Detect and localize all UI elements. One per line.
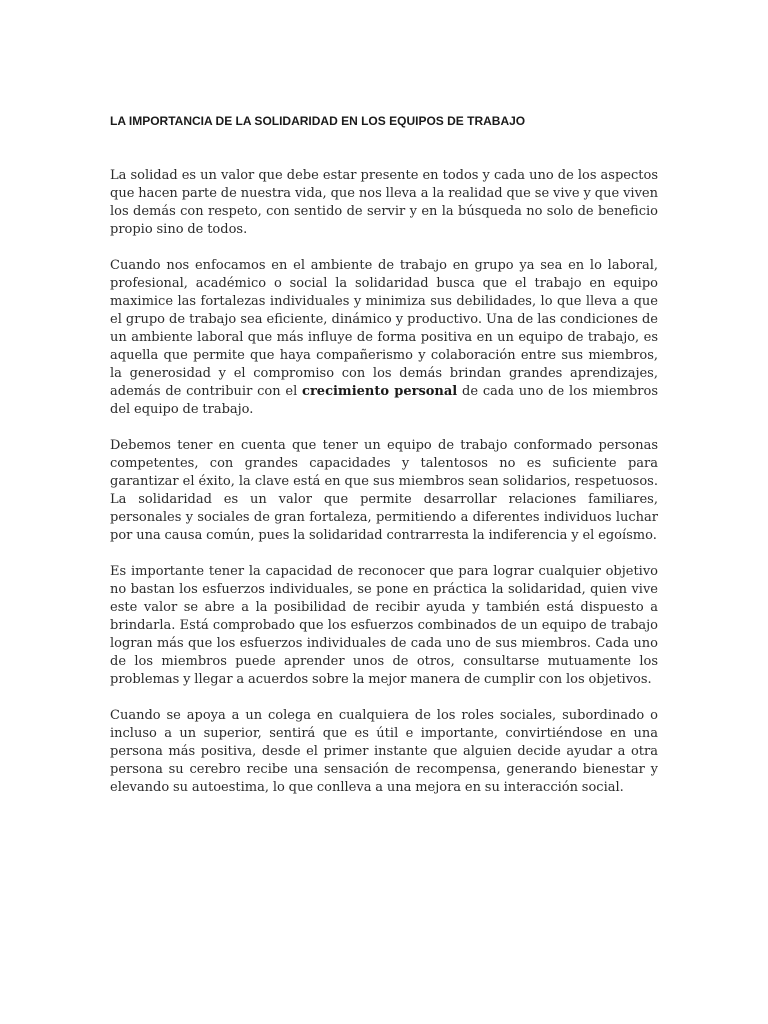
document-body xyxy=(110,167,658,815)
paragraph-2-text-after: de cada uno de los miembros del equipo de trabajo. xyxy=(110,384,658,417)
paragraph-1: La solidad es un valor que debe estar presente en todos y cada uno de los aspectos que hacen parte de nuestra vida, que nos lleva a la realidad que se vive y que viven los demás con respeto, con sentido de servir y en la búsqueda no solo de beneficio propio sino de todos. xyxy=(110,168,658,237)
paragraph-2 xyxy=(110,257,658,419)
paragraph-2-text-before: Cuando nos enfocamos en el ambiente de trabajo en grupo ya sea en lo laboral, profesional, académico o social la solidaridad busca que el trabajo en equipo maximice las fortalezas individuales y minimiza sus debilidades, lo que lleva a que el grupo de trabajo sea eficiente, dinámico y productivo. Una de las condiciones de un ambiente laboral que más influye de forma positiva en un equipo de trabajo, es aquella que permite que haya compañerismo y colaboración entre sus miembros, la generosidad y el compromiso con los demás brindan grandes aprendizajes, además de contribuir con el xyxy=(110,258,658,399)
bold-phrase-crecimiento-personal: crecimiento personal xyxy=(302,384,458,399)
paragraph-4: Es importante tener la capacidad de reconocer que para lograr cualquier objetivo no bastan los esfuerzos individuales, se pone en práctica la solidaridad, quien vive este valor se abre a la posibilidad de recibir ayuda y también está dispuesto a brindarla. Está comprobado que los esfuerzos combinados de un equipo de trabajo logran más que los esfuerzos individuales de cada uno de sus miembros. Cada uno de los miembros puede aprender unos de otros, consultarse mutuamente los problemas y llegar a acuerdos sobre la mejor manera de cumplir con los objetivos. xyxy=(110,564,658,687)
document-title: LA IMPORTANCIA DE LA SOLIDARIDAD EN LOS EQUIPOS DE TRABAJO xyxy=(110,114,526,128)
paragraph-5: Cuando se apoya a un colega en cualquiera de los roles sociales, subordinado o incluso a un superior, sentirá que es útil e importante, convirtiéndose en una persona más positiva, desde el primer instante que alguien decide ayudar a otra persona su cerebro recibe una sensación de recompensa, generando bienestar y elevando su autoestima, lo que conlleva a una mejora en su interacción social. xyxy=(110,708,658,795)
paragraph-3: Debemos tener en cuenta que tener un equipo de trabajo conformado personas competentes, con grandes capacidades y talentosos no es suficiente para garantizar el éxito, la clave está en que sus miembros sean solidarios, respetuosos. La solidaridad es un valor que permite desarrollar relaciones familiares, personales y sociales de gran fortaleza, permitiendo a diferentes individuos luchar por una causa común, pues la solidaridad contrarresta la indiferencia y el egoísmo. xyxy=(110,438,658,543)
